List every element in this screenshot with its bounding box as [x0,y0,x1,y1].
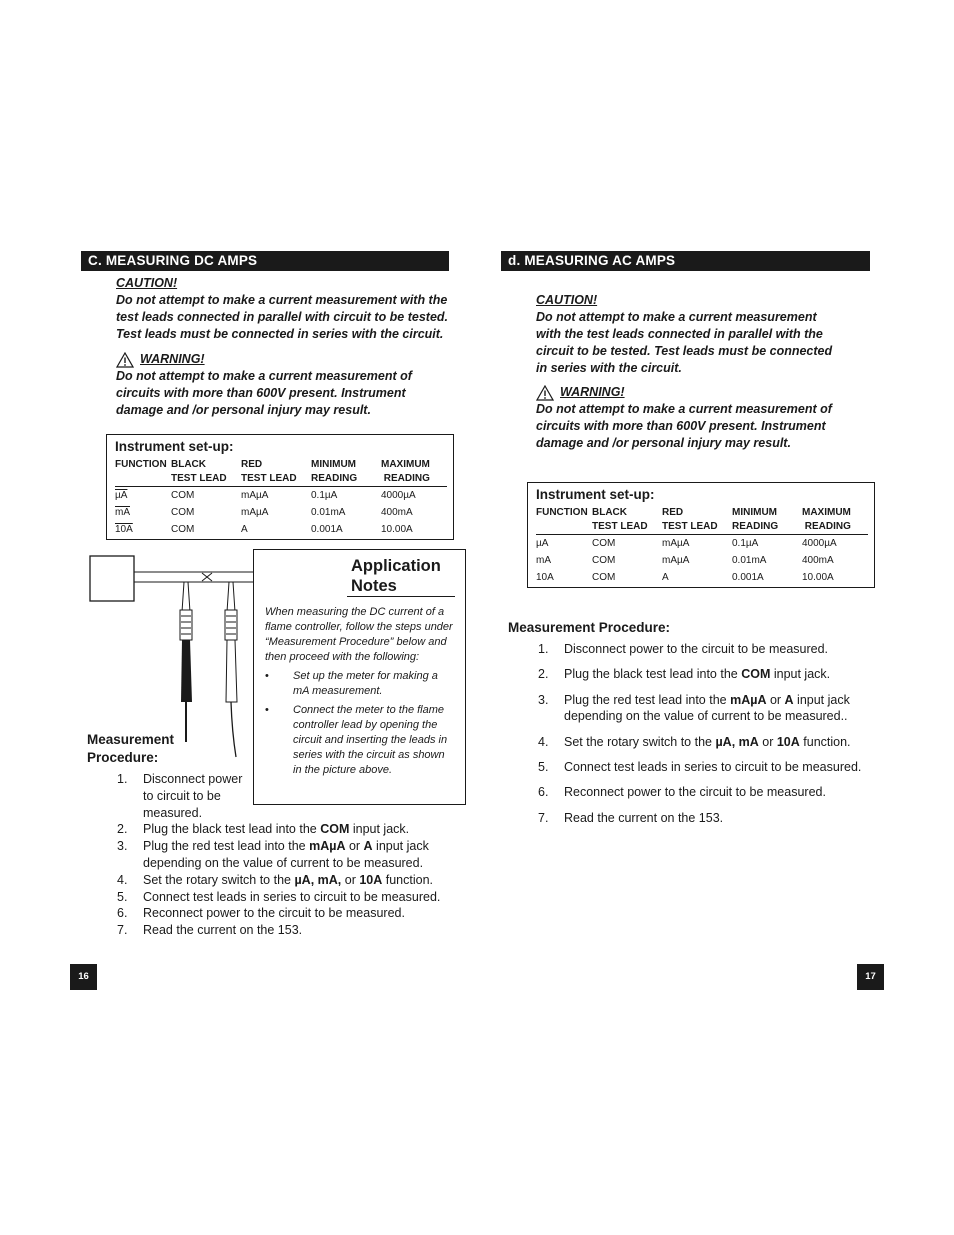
cell-black: COM [171,507,195,518]
header-black: BLACK [592,507,627,518]
bullet-dot: • [265,704,269,716]
cell-red: mAµA [241,507,269,518]
warning-heading [116,351,456,368]
caution-line: Do not attempt to make a current measurement with the [116,293,448,307]
list-item [538,666,878,683]
page-number-text: 16 [78,971,89,982]
procedure-title-line: Procedure: [87,750,159,765]
step-part: or [345,839,364,854]
header-minimum-sub: READING [311,473,358,484]
step-text: depending on the value of current to be measured. [143,855,424,870]
setup-header-row [115,458,447,487]
header-minimum-sub: READING [732,521,779,532]
warning-line: damage and /or personal injury may result. [116,403,371,417]
header-minimum: MINIMUM [732,507,777,518]
cell-black: COM [592,572,616,583]
list-item [117,855,457,872]
step-bold: A [363,839,373,854]
warning-label: WARNING! [560,385,625,399]
procedure-title-dc [87,731,174,767]
cell-min: 0.1µA [732,538,759,549]
step-bold: COM [741,667,771,682]
warning-line: Do not attempt to make a current measurement of [116,369,412,383]
table-row [536,535,868,553]
cell-max: 4000µA [381,490,416,501]
table-row [115,521,447,538]
list-item [117,872,457,889]
step-number: 5. [538,759,549,774]
step-number: 5. [117,889,128,904]
step-line: to circuit to be [143,788,221,803]
list-item [117,889,457,906]
step-part: input jack [793,692,850,707]
caution-label: CAUTION! [536,293,598,307]
step-part: or [341,872,360,887]
warning-triangle-icon [116,352,134,368]
cell-red: A [662,572,669,583]
cell-function: 10A [115,524,133,535]
list-item [117,905,457,922]
step-bold: mAµA [309,839,346,854]
step-part: Set the rotary switch to the [143,872,295,887]
step-text [564,666,830,683]
cell-red: mAµA [662,538,690,549]
cell-black: COM [171,490,195,501]
step-text [143,821,409,838]
cell-function: $\overline{mA}$ [115,507,130,518]
cell-min: 0.01mA [732,555,767,566]
header-maximum: MAXIMUM [381,459,430,470]
setup-table [115,458,447,538]
cell-min: 0.1µA [311,490,338,501]
caution-line: with the test leads connected in parallel with the [536,327,823,341]
caution-line: test leads connected in parallel with circuit to be tested. [116,310,449,324]
instrument-setup-table-dc [106,434,454,540]
step-bold: 10A [359,872,383,887]
step-part: or [766,692,785,707]
application-notes-box [253,549,466,805]
cell-function: µA [536,538,549,549]
warning-line: Do not attempt to make a current measurement of [536,402,832,416]
step-part: Set the rotary switch to the [564,734,716,749]
notes-title [265,556,455,596]
step-number: 2. [538,667,549,682]
header-black-sub: TEST LEAD [592,521,648,532]
caution-line: circuit to be tested. Test leads must be connected [536,344,833,358]
step-part: function. [382,872,433,887]
cell-red: A [241,524,248,535]
black-probe-icon [180,582,192,742]
notes-bullet [265,703,455,778]
header-function: FUNCTION [115,459,167,470]
cell-function: 10A [536,572,554,583]
caution-line: Test leads must be connected in series with the circuit. [116,327,444,341]
warning-triangle-icon [536,385,554,401]
step-number: 6. [538,785,549,800]
list-item [538,708,878,725]
step-line: measured. [143,805,203,820]
section-title-ac-amps [501,251,870,271]
list-item [538,641,878,658]
step-number [538,708,564,725]
step-number: 6. [117,906,128,921]
setup-header-row [536,506,868,535]
list-item [538,759,878,776]
red-probe-icon [225,582,237,757]
table-row [536,569,868,586]
step-number: 4. [117,872,128,887]
cell-max: 400mA [802,555,834,566]
list-item [117,838,457,855]
step-bold: 10A [776,734,800,749]
notes-title-rule [347,596,455,597]
notes-title-line: Application [351,557,441,575]
step-part: input jack. [770,667,831,682]
header-red: RED [662,507,684,518]
list-item [117,922,457,939]
step-bold: A [784,692,794,707]
list-item [538,810,878,827]
bullet-dot: • [265,670,269,682]
cell-min: 0.01mA [311,507,346,518]
header-red-sub: TEST LEAD [662,521,718,532]
procedure-title-line: Measurement [87,732,175,747]
header-black: BLACK [171,459,206,470]
cell-min: 0.001A [732,572,764,583]
step-number: 3. [538,692,549,707]
step-number: 4. [538,734,549,749]
section-title-dc-amps [81,251,449,271]
bullet-text: Connect the meter to the flame controller lead by opening the circuit and inserting the leads in series with the circuit as shown in the picture above. [293,704,448,776]
table-row [115,504,447,521]
step-text [564,692,850,709]
header-minimum: MINIMUM [311,459,356,470]
warning-heading [536,384,866,401]
caution-block [536,292,866,377]
section-title-text: d. MEASURING AC AMPS [508,253,676,268]
warning-block [536,384,866,452]
cell-min: 0.001A [311,524,343,535]
step-text: Read the current on the 153. [564,810,724,825]
cell-function: mA [536,555,551,566]
setup-title: Instrument set-up: [115,439,234,454]
procedure-steps-ac [538,641,878,826]
header-black-sub: TEST LEAD [171,473,227,484]
step-text: Reconnect power to the circuit to be measured. [143,906,405,921]
step-text [143,872,433,889]
step-part: input jack [372,839,429,854]
setup-title: Instrument set-up: [536,487,655,502]
step-part: function. [799,734,851,749]
step-text: Connect test leads in series to circuit to be measured. [143,889,441,904]
step-text: depending on the value of current to be measured.. [564,709,848,724]
caution-line: Do not attempt to make a current measurement [536,310,817,324]
step-number: 2. [117,822,128,837]
step-text: Connect test leads in series to circuit to be measured. [564,759,862,774]
notes-intro: When measuring the DC current of a flame controller, follow the steps under “Measurement Procedure” below and then proceed with the following: [265,606,453,663]
header-function: FUNCTION [536,507,588,518]
header-red-sub: TEST LEAD [241,473,297,484]
section-title-text: C. MEASURING DC AMPS [88,253,258,268]
procedure-title-ac [508,619,670,637]
step-part: or [758,734,777,749]
step-text [564,734,851,751]
list-item [117,821,457,838]
header-maximum-sub: READING [381,473,430,484]
cell-red: mAµA [241,490,269,501]
warning-block [116,351,456,419]
step-text [143,771,242,821]
notes-title-line: Notes [351,577,397,595]
cell-black: COM [171,524,195,535]
step-number [117,855,143,872]
setup-table [536,506,868,586]
list-item [538,784,878,801]
step-number: 1. [538,642,549,656]
page-number-text: 17 [865,971,876,982]
cell-red: mAµA [662,555,690,566]
cell-max: 400mA [381,507,413,518]
flame-controller-box [90,556,134,601]
step-bold: µA, mA [715,734,759,749]
cell-black: COM [592,538,616,549]
warning-line: circuits with more than 600V present. Instrument [536,419,826,433]
page-number-right [857,964,884,990]
bullet-text: Set up the meter for making a mA measurement. [293,670,438,697]
caution-label: CAUTION! [116,276,178,290]
list-item [538,734,878,751]
step-number: 7. [117,923,128,938]
cell-max: 10.00A [381,524,413,535]
instrument-setup-table-ac [527,482,875,588]
warning-line: circuits with more than 600V present. Instrument [116,386,406,400]
step-number: 3. [117,839,128,854]
warning-line: damage and /or personal injury may result. [536,436,791,450]
cell-function: µA [115,490,128,501]
step-bold: COM [320,822,350,837]
cell-max: 4000µA [802,538,837,549]
step-number: 7. [538,810,549,825]
step-text: Reconnect power to the circuit to be measured. [564,785,826,800]
step-part: input jack. [349,822,410,837]
cell-black: COM [592,555,616,566]
step-part: Plug the black test lead into the [564,667,742,682]
step-text: Read the current on the 153. [143,923,303,938]
notes-bullet [265,669,455,699]
procedure-steps-dc [117,771,457,939]
cell-max: 10.00A [802,572,834,583]
notes-body [265,605,455,778]
caution-block [116,275,456,343]
page-number-left [70,964,97,990]
list-item [538,692,878,709]
step-part: Plug the red test lead into the [564,692,731,707]
step-part: Plug the red test lead into the [143,839,310,854]
step-bold: µA, mA, [294,872,342,887]
step-part: Plug the black test lead into the [143,822,321,837]
caution-line: in series with the circuit. [536,361,682,375]
step-line: Disconnect power [143,772,243,786]
step-bold: mAµA [730,692,767,707]
procedure-title-text: Measurement Procedure: [508,620,671,635]
list-item [117,771,457,821]
table-row [536,552,868,569]
warning-label: WARNING! [140,352,205,366]
step-text [143,838,429,855]
table-row [115,487,447,505]
header-red: RED [241,459,263,470]
step-text: Disconnect power to the circuit to be measured. [564,642,829,656]
header-maximum: MAXIMUM [802,507,851,518]
header-maximum-sub: READING [802,521,851,532]
step-number: 1. [117,772,128,786]
